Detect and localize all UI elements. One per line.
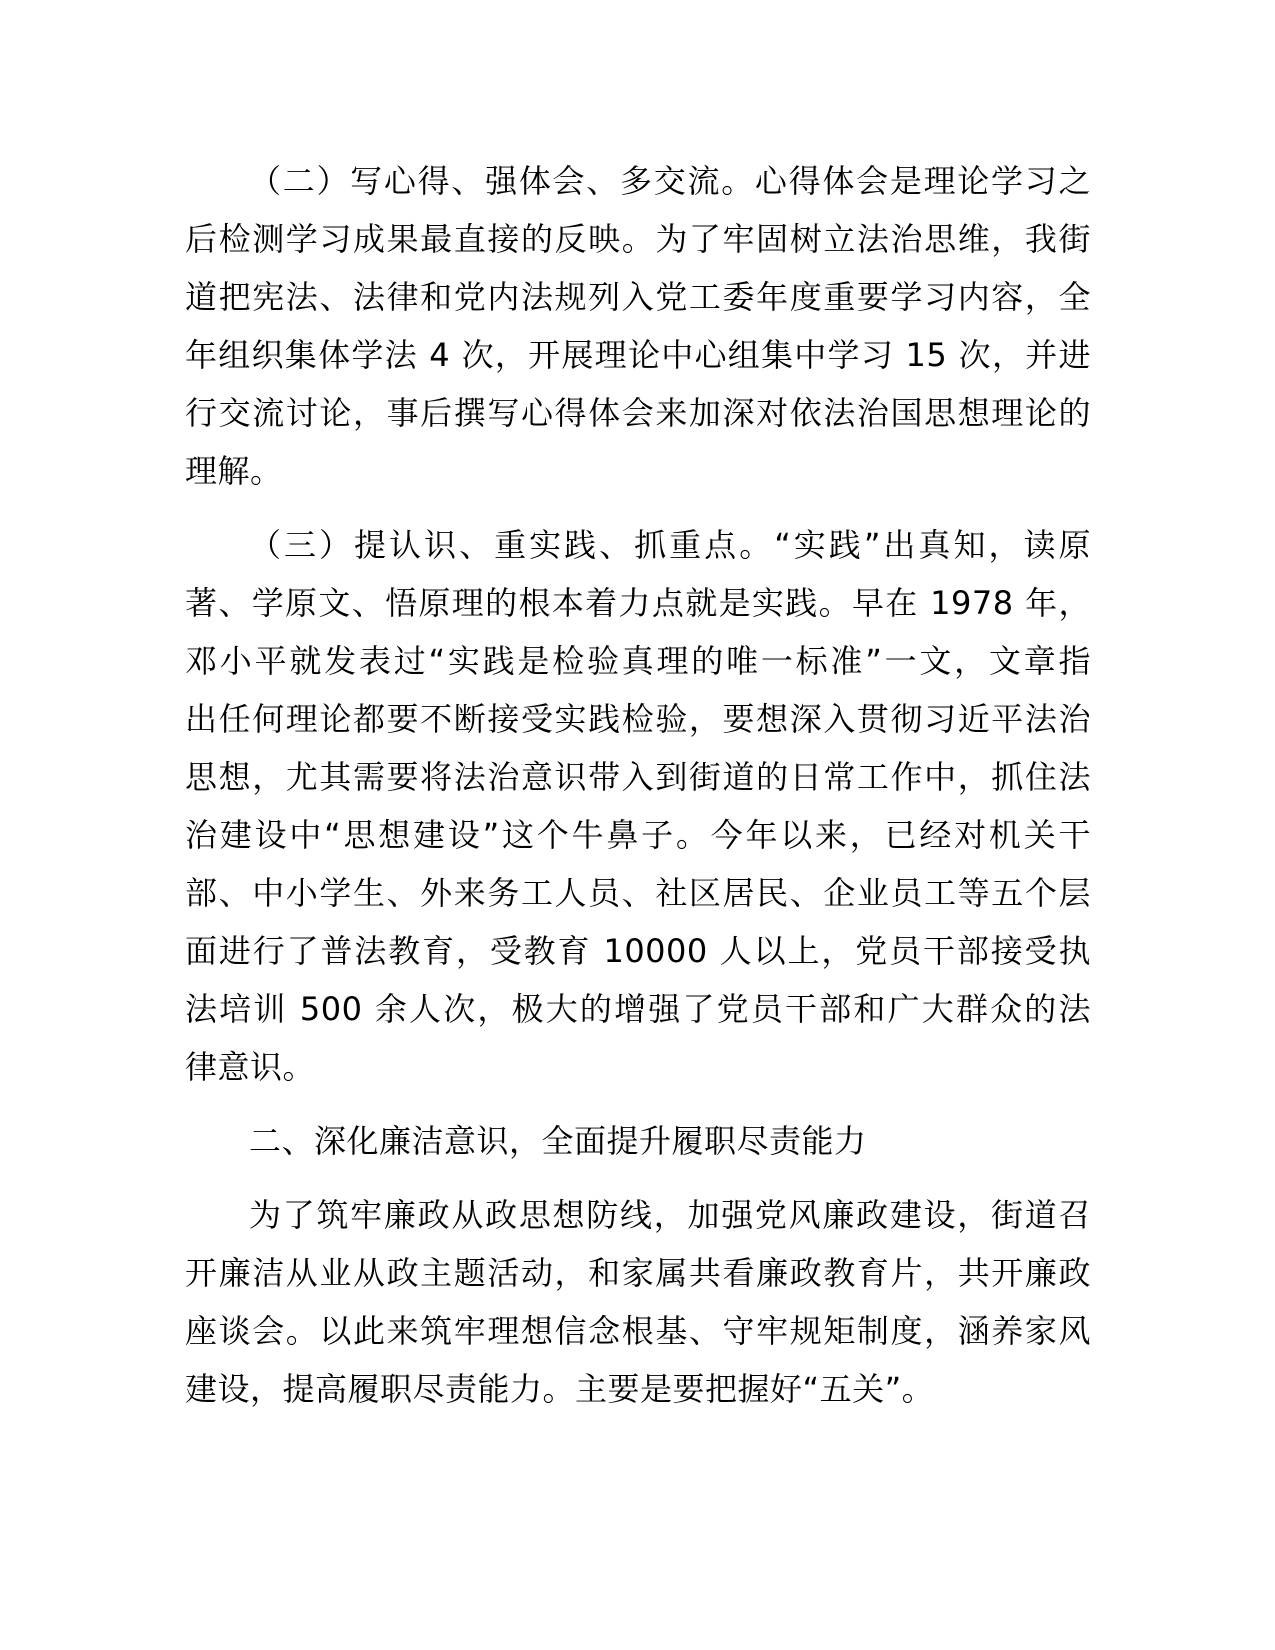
- text-line: 邓小平就发表过“实践是检验真理的唯一标准”一文，文章指: [185, 642, 1091, 680]
- text-line: 部、中小学生、外来务工人员、社区居民、企业员工等五个层: [185, 874, 1091, 912]
- paragraph-writing-experience: [185, 152, 1091, 500]
- text-line: 思想，尤其需要将法治意识带入到街道的日常工作中，抓住法: [185, 758, 1091, 796]
- text-line: （三）提认识、重实践、抓重点。“实践”出真知，读原: [249, 526, 1091, 564]
- section-heading: 二、深化廉洁意识，全面提升履职尽责能力: [249, 1122, 867, 1160]
- text-line: 道把宪法、法律和党内法规列入党工委年度重要学习内容，全: [185, 278, 1091, 316]
- text-line: 律意识。: [185, 1048, 316, 1086]
- text-line: （二）写心得、强体会、多交流。心得体会是理论学习之: [249, 162, 1091, 200]
- text-line: 年组织集体学法 4 次，开展理论中心组集中学习 15 次，并进: [185, 336, 1091, 374]
- text-line: 法培训 500 余人次，极大的增强了党员干部和广大群众的法: [185, 990, 1091, 1028]
- section-heading-integrity: [185, 1112, 1091, 1170]
- document-body: [185, 152, 1091, 1434]
- text-line: 行交流讨论，事后撰写心得体会来加深对依法治国思想理论的: [185, 394, 1091, 432]
- text-line: 座谈会。以此来筑牢理想信念根基、守牢规矩制度，涵养家风: [185, 1312, 1091, 1350]
- text-line: 著、学原文、悟原理的根本着力点就是实践。早在 1978 年，: [185, 584, 1091, 622]
- text-line: 理解。: [185, 452, 283, 490]
- text-line: 后检测学习成果最直接的反映。为了牢固树立法治思维，我街: [185, 220, 1091, 258]
- text-line: 建设，提高履职尽责能力。主要是要把握好“五关”。: [185, 1370, 935, 1408]
- text-line: 为了筑牢廉政从政思想防线，加强党风廉政建设，街道召: [249, 1196, 1091, 1234]
- text-line: 出任何理论都要不断接受实践检验，要想深入贯彻习近平法治: [185, 700, 1091, 738]
- text-line: 开廉洁从业从政主题活动，和家属共看廉政教育片，共开廉政: [185, 1254, 1091, 1292]
- text-line: 治建设中“思想建设”这个牛鼻子。今年以来，已经对机关干: [185, 816, 1091, 854]
- text-line: 面进行了普法教育，受教育 10000 人以上，党员干部接受执: [185, 932, 1091, 970]
- paragraph-practice: [185, 516, 1091, 1096]
- paragraph-integrity: [185, 1186, 1091, 1418]
